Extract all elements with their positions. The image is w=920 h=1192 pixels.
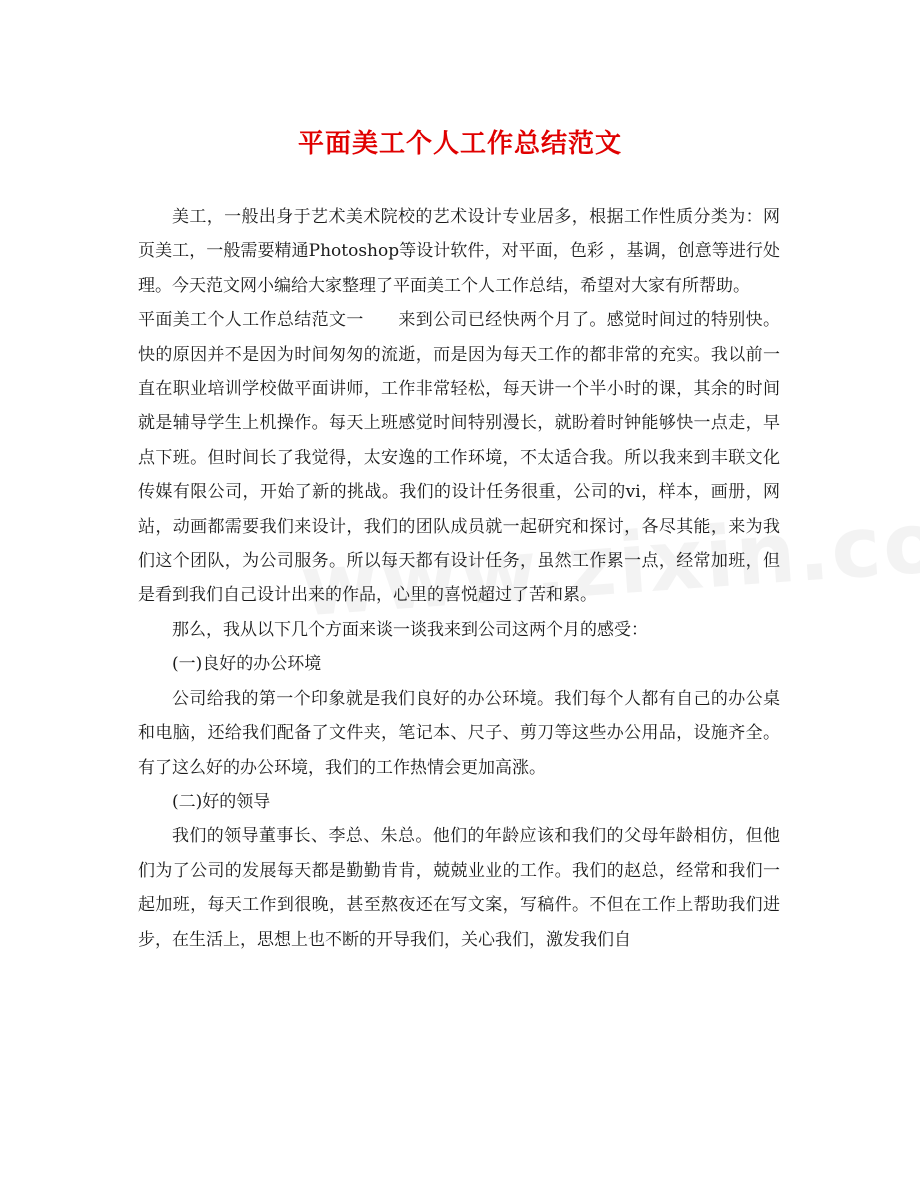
document-title: 平面美工个人工作总结范文: [297, 129, 622, 159]
paragraph-aspects-intro: 那么，我从以下几个方面来谈一谈我来到公司这两个月的感受：: [172, 619, 648, 640]
paragraph-sample-one: 平面美工个人工作总结范文一 来到公司已经快两个月了。感觉时间过的特别快。快的原因并不是因为时间匆匆的流逝，而是因为每天工作的都非常的充实。我以前一直在职业培训学校做平面讲师，工作非常轻松，每天讲一个半小时的课，其余的时间就是辅导学生上机操作。每天上班感觉时间特别漫长，就盼着时钟能够快一点走，早点下班。但时间长了我觉得，太安逸的工作环境，不太适合我。所以我来到丰联文化传媒有限公司，开始了新的挑战。我们的设计任务很重，公司的vi，样本，画册，网站，动画都需要我们来设计，我们的团队成员就一起研究和探讨，各尽其能，来为我们这个团队，为公司服务。所以每天都有设计任务，虽然工作累一点，经常加班，但是看到我们自己设计出来的作品，心里的喜悦超过了苦和累。: [138, 310, 780, 606]
section-heading-office-environment: (一)良好的办公环境: [172, 654, 322, 675]
paragraph-office-environment: 公司给我的第一个印象就是我们良好的办公环境。我们每个人都有自己的办公桌和电脑，还给我们配备了文件夹，笔记本、尺子、剪刀等这些办公用品，设施齐全。有了这么好的办公环境，我们的工作热情会更加高涨。: [138, 688, 780, 778]
paragraph-intro: 美工，一般出身于艺术美术院校的艺术设计专业居多，根据工作性质分类为：网页美工，一般需要精通Photoshop等设计软件，对平面，色彩 ，基调，创意等进行处理。今天范文网小编给大家整理了平面美工个人工作总结，希望对大家有所帮助。: [138, 207, 780, 296]
section-heading-leadership: (二)好的领导: [172, 791, 271, 812]
paragraph-leadership: 我们的领导董事长、李总、朱总。他们的年龄应该和我们的父母年龄相仿，但他们为了公司的发展每天都是勤勤肯肯，兢兢业业的工作。我们的赵总，经常和我们一起加班，每天工作到很晚，甚至熬夜还在写文案，写稿件。不但在工作上帮助我们进步，在生活上，思想上也不断的开导我们，关心我们，激发我们自: [138, 826, 780, 950]
document-body: [138, 200, 780, 957]
